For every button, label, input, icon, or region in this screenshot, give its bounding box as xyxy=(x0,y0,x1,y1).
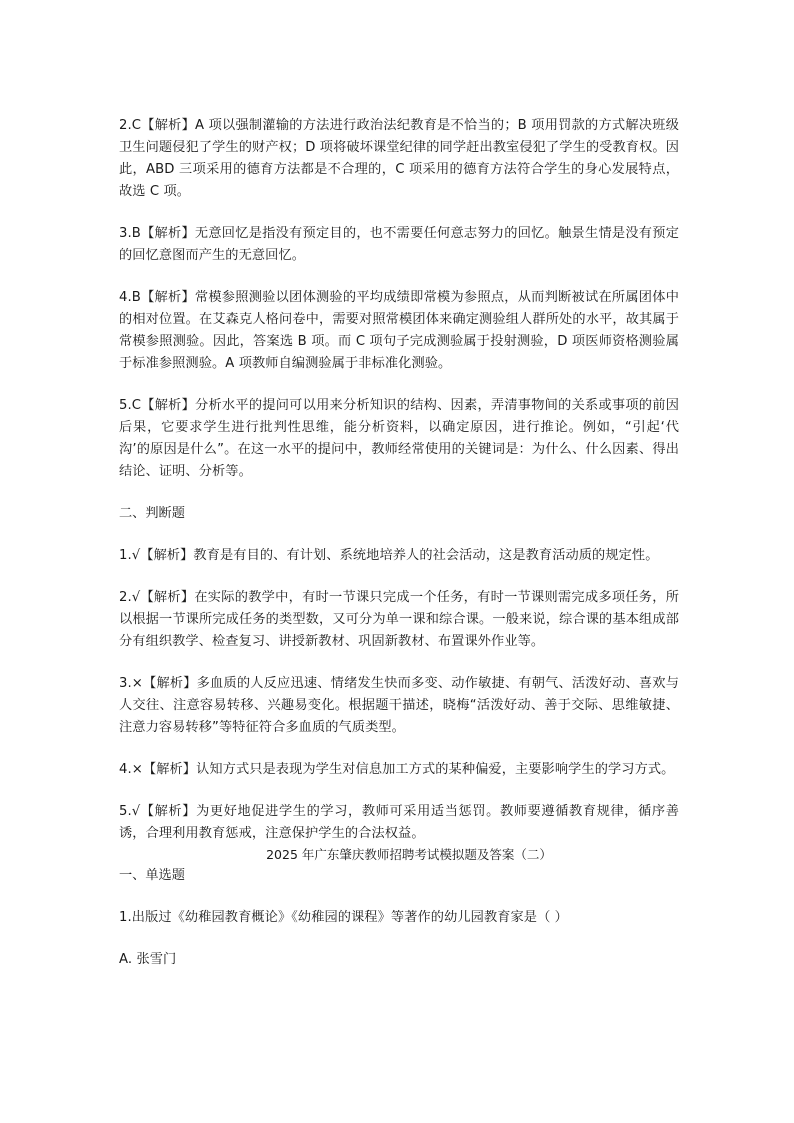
exam-title: 2025 年广东肇庆教师招聘考试模拟题及答案（二） xyxy=(266,847,552,862)
answer-4: 4.B【解析】常模参照测验以团体测验的平均成绩即常模为参照点，从而判断被试在所属团体中的相对位置。在艾森克人格问卷中，需要对照常模团体来确定测验组人群所处的水平，故其属于常模参照测验。因此，答案选 B 项。而 C 项句子完成测验属于投射测验，D 项医师资格测验属于标准参照测验。A 项教师自编测验属于非标准化测验。 xyxy=(119,290,679,371)
section-heading-single-choice: 一、单选题 xyxy=(119,868,185,883)
judgement-answer-1: 1.√【解析】教育是有目的、有计划、系统地培养人的社会活动，这是教育活动质的规定性。 xyxy=(119,548,659,563)
answer-2: 2.C【解析】A 项以强制灌输的方法进行政治法纪教育是不恰当的；B 项用罚款的方式解决班级卫生问题侵犯了学生的财产权；D 项将破坏课堂纪律的同学赶出教室侵犯了学生的受教育权。因此，ABD 三项采用的德育方法都是不合理的，C 项采用的德育方法符合学生的身心发展特点，故选 C 项。 xyxy=(119,118,679,199)
question-1-option-a: A. 张雪门 xyxy=(119,952,177,967)
section-heading-judgement: 二、判断题 xyxy=(119,506,185,521)
judgement-answer-2: 2.√【解析】在实际的教学中，有时一节课只完成一个任务，有时一节课则需完成多项任务，所以根据一节课所完成任务的类型数，又可分为单一课和综合课。一般来说，综合课的基本组成部分有组织教学、检查复习、讲授新教材、巩固新教材、布置课外作业等。 xyxy=(119,590,679,649)
judgement-answer-4: 4.×【解析】认知方式只是表现为学生对信息加工方式的某种偏爱，主要影响学生的学习方式。 xyxy=(119,762,675,777)
document-page xyxy=(119,115,679,991)
judgement-answer-3: 3.×【解析】多血质的人反应迅速、情绪发生快而多变、动作敏捷、有朝气、活泼好动、喜欢与人交往、注意容易转移、兴趣易变化。根据题干描述，晓梅“活泼好动、善于交际、思维敏捷、注意力容易转移”等特征符合多血质的气质类型。 xyxy=(119,676,679,735)
judgement-answer-5: 5.√【解析】为更好地促进学生的学习，教师可采用适当惩罚。教师要遵循教育规律，循序善诱，合理利用教育惩戒，注意保护学生的合法权益。 xyxy=(119,804,679,841)
question-1: 1.出版过《幼稚园教育概论》《幼稚园的课程》等著作的幼儿园教育家是（ ） xyxy=(119,910,568,925)
answer-5: 5.C【解析】分析水平的提问可以用来分析知识的结构、因素，弄清事物间的关系或事项的前因后果，它要求学生进行批判性思维，能分析资料，以确定原因，进行推论。例如，“引起‘代沟’的原因是什么”。在这一水平的提问中，教师经常使用的关键词是：为什么、什么因素、得出结论、证明、分析等。 xyxy=(119,398,679,479)
answer-3: 3.B【解析】无意回忆是指没有预定目的，也不需要任何意志努力的回忆。触景生情是没有预定的回忆意图而产生的无意回忆。 xyxy=(119,226,679,263)
